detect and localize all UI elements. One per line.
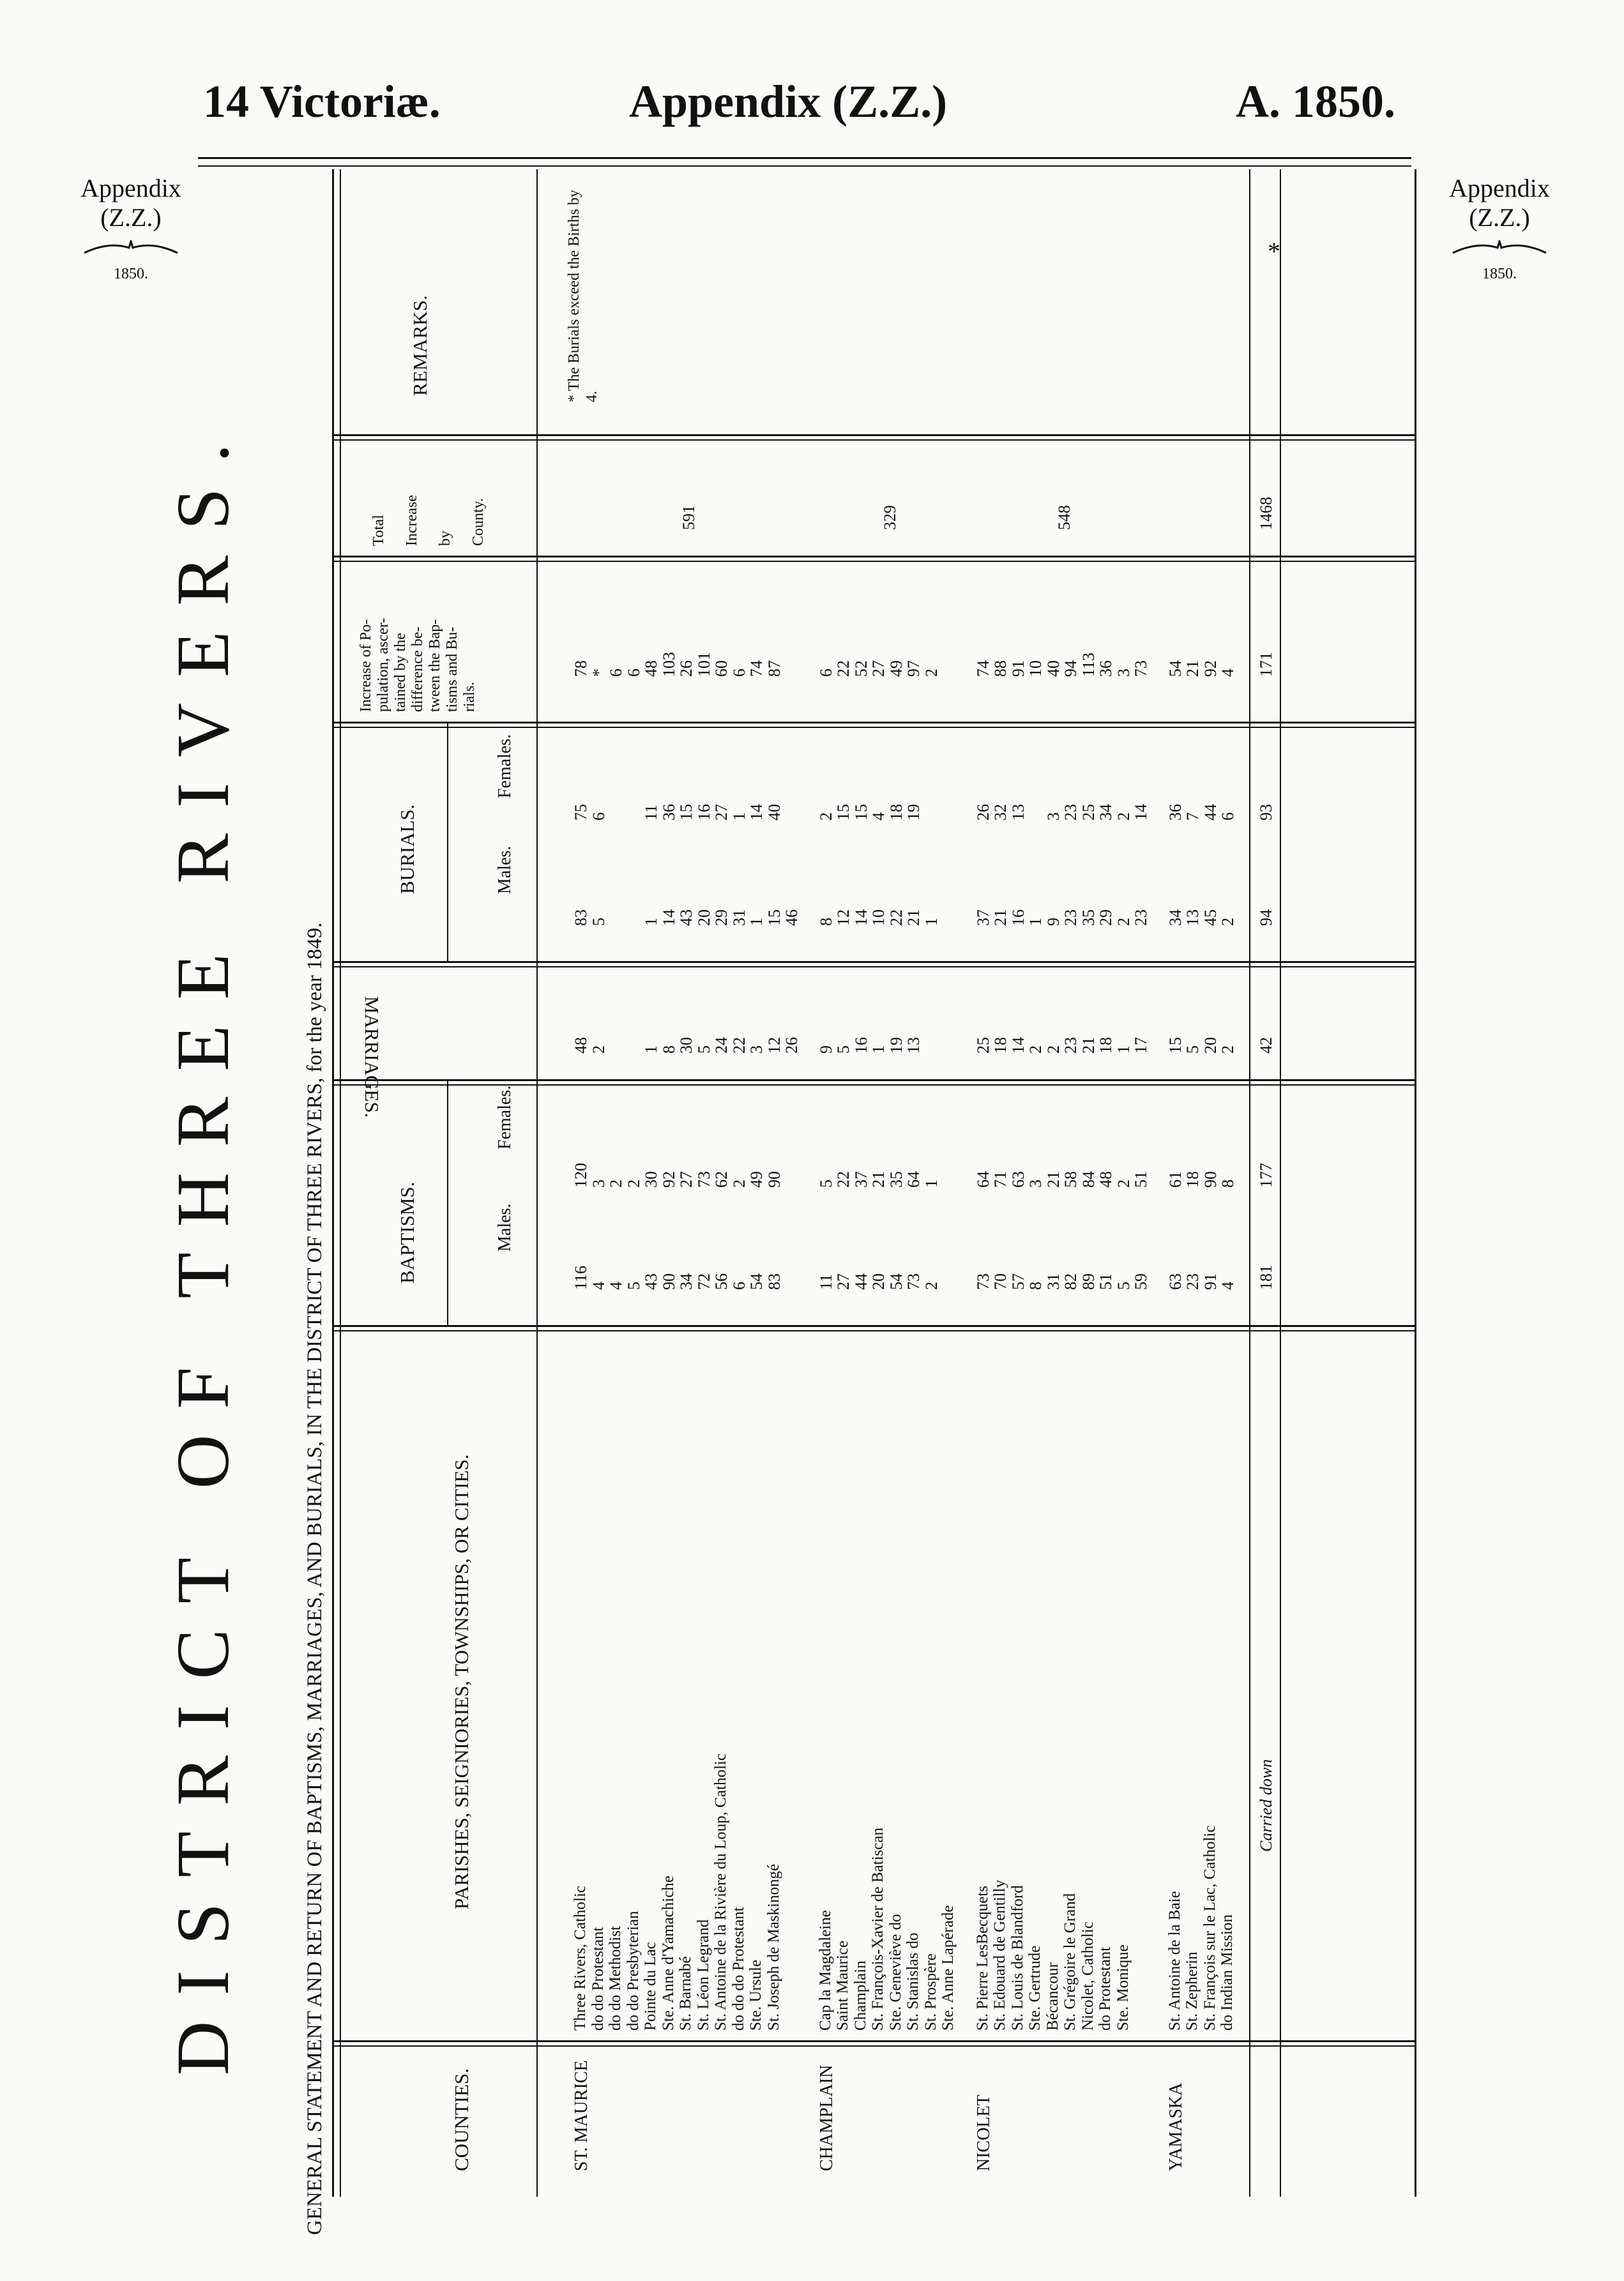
cell-inc: 40 [1043,660,1063,677]
cell-um: 1 [922,918,941,926]
header-total-line: Increase [404,495,420,546]
cell-mar: 30 [677,1037,695,1054]
header-band-rule [536,169,538,2197]
cell-mar: 9 [816,1045,835,1054]
cell-inc: 26 [677,660,695,677]
cell-uf: 14 [747,804,766,821]
cell-uf: 36 [659,804,678,821]
cell-um: 2 [1114,918,1133,926]
parish-name: St. Louis de Blandford [1008,1885,1026,2031]
bur-inc-sep [332,722,1415,724]
parish-name: St. Grégoire le Grand [1061,1893,1079,2031]
cell-uf: 2 [1114,812,1133,821]
cell-bf: 3 [1026,1179,1045,1188]
cell-mar: 2 [1218,1045,1237,1054]
header-total-line: County. [470,497,487,546]
header-increase-line: tween the Bap- [427,619,443,712]
parish-name: do do Protestant [589,1927,607,2031]
cell-uf: 2 [816,812,835,821]
cell-bf: 90 [1201,1171,1220,1188]
tot-rem-sep [332,434,1415,436]
cell-inc: 22 [834,660,853,677]
header-year: A. 1850. [1236,76,1395,127]
carried-total: 1468 [1256,497,1275,530]
parish-name: St. Edouard de Gentilly [991,1879,1008,2031]
remark-note: * The Burials exceed the Births by 4. [566,190,600,402]
county-name: YAMASKA [1165,2082,1186,2171]
cell-inc: 78 [572,660,590,677]
cell-mar: 5 [694,1045,713,1054]
header-total-line: by [437,531,453,546]
cell-inc: 27 [869,660,888,677]
remark-asterisk: * [1268,237,1280,266]
cell-uf: 19 [904,804,923,821]
cell-bm: 116 [572,1265,590,1290]
cell-inc: 2 [922,669,941,677]
cell-uf: 14 [1132,804,1150,821]
carried-down-label: Carried down [1256,1759,1275,1852]
header-total-line: Total [370,515,387,546]
cell-inc: 92 [1201,660,1220,677]
cell-mar: 3 [747,1045,766,1054]
cell-mar: 14 [1008,1037,1028,1054]
cell-bf: 51 [1132,1171,1150,1188]
cell-bm: 91 [1201,1273,1220,1290]
inc-tot-sep [332,556,1415,557]
cell-um: 29 [712,909,731,926]
parish-name: Bécancour [1043,1962,1061,2031]
cell-uf: 3 [1043,812,1063,821]
cell-um: 46 [782,909,801,926]
cell-bm: 23 [1183,1273,1202,1290]
cell-bf: 63 [1008,1171,1028,1188]
header-remarks: REMARKS. [409,295,431,396]
cell-inc: 103 [659,652,678,677]
cell-bm: 73 [904,1273,923,1290]
parish-name: St. Zepherin [1183,1951,1201,2031]
side-note-right: Appendix (Z.Z.) 1850. [1449,174,1550,282]
cell-um: 5 [589,918,608,926]
cell-bf: 48 [1097,1171,1115,1188]
cell-um: 83 [572,909,590,926]
cell-bm: 31 [1043,1273,1063,1290]
bur-sub-rule [447,722,448,961]
cell-mar: 5 [1183,1045,1202,1054]
cell-bm: 59 [1132,1273,1150,1290]
cell-uf: 11 [642,804,660,821]
table-left-rule-2 [340,169,341,2197]
cell-bf: 2 [729,1179,748,1188]
cell-mar: 18 [1097,1037,1115,1054]
cell-bf: 49 [747,1171,766,1188]
bapt-mar-sep [332,1079,1415,1081]
cell-bf: 92 [659,1171,678,1188]
parish-name: do do Methodist [607,1926,624,2031]
cell-inc: 6 [624,669,643,677]
cell-inc: 101 [694,652,713,677]
cell-bf: 58 [1061,1171,1080,1188]
cell-mar: 22 [729,1037,748,1054]
cell-bm: 20 [869,1273,888,1290]
cell-mar: 24 [712,1037,731,1054]
cell-uf: 15 [677,804,695,821]
cell-bm: 4 [589,1282,608,1290]
cell-um: 15 [764,909,784,926]
cell-mar: 8 [659,1045,678,1054]
cell-mar: 15 [1165,1037,1185,1054]
side-note-left: Appendix (Z.Z.) 1850. [80,174,181,282]
cell-mar: 1 [642,1045,660,1054]
mar-bur-sep [332,961,1415,963]
cell-inc: 4 [1218,669,1237,677]
cell-um: 21 [991,909,1010,926]
cell-uf: 26 [973,804,992,821]
header-burials: BURIALS. [396,804,418,894]
parish-name: do Protestant [1097,1946,1114,2031]
parishes-bapt-sep [332,1325,1415,1327]
cell-bm: 89 [1079,1273,1098,1290]
county-name: CHAMPLAIN [816,2065,837,2171]
cell-inc: 74 [747,660,766,677]
cell-bm: 83 [764,1273,784,1290]
cell-uf: 6 [1218,812,1237,821]
cell-bf: 37 [851,1171,870,1188]
cell-inc: 6 [729,669,748,677]
carried-bf: 177 [1256,1163,1275,1188]
cell-um: 1 [642,918,660,926]
cell-bm: 54 [747,1273,766,1290]
header-increase-line: difference be- [409,626,426,712]
cell-bm: 90 [659,1273,678,1290]
carried-rule-2 [1280,169,1281,2197]
parish-name: St. Stanislas do [904,1932,922,2031]
cell-inc: 54 [1165,660,1185,677]
header-increase-line: rials. [461,681,478,712]
cell-mar: 12 [764,1037,784,1054]
inc-tot-sep-b [332,561,1415,562]
parish-name: St. Antoine de la Baie [1165,1891,1183,2031]
cell-inc: 6 [816,669,835,677]
header-marriages: MARRIAGES. [361,996,383,1118]
cell-bf: 22 [834,1171,853,1188]
cell-mar: 2 [1043,1045,1063,1054]
cell-mar: 5 [834,1045,853,1054]
cell-bm: 82 [1061,1273,1080,1290]
cell-uf: 44 [1201,804,1220,821]
cell-bm: 73 [973,1273,992,1290]
cell-um: 37 [973,909,992,926]
parish-name: do Indian Mission [1218,1914,1236,2031]
cell-mar: 18 [991,1037,1010,1054]
cell-bm: 56 [712,1273,731,1290]
header-bur-males: Males. [495,845,515,894]
cell-uf: 16 [694,804,713,821]
counties-parishes-sep [332,2040,1415,2042]
cell-mar: 16 [851,1037,870,1054]
cell-inc: 74 [973,660,992,677]
parish-name: Nicolet, Catholic [1079,1921,1097,2031]
cell-bm: 44 [851,1273,870,1290]
cell-bf: 84 [1079,1171,1098,1188]
cell-bf: 64 [973,1171,992,1188]
cell-inc: 6 [607,669,625,677]
cell-bm: 54 [886,1273,906,1290]
header-appendix: Appendix (Z.Z.) [629,76,948,127]
cell-uf: 36 [1165,804,1185,821]
header-bapt-males: Males. [495,1203,515,1252]
parish-name: Ste. Ursule [747,1959,764,2031]
cell-uf: 7 [1183,812,1202,821]
cell-uf: 6 [589,812,608,821]
cell-inc: 91 [1008,660,1028,677]
cell-um: 16 [1008,909,1028,926]
cell-um: 43 [677,909,695,926]
cell-um: 14 [659,909,678,926]
carried-inc: 171 [1256,652,1275,677]
parish-name: St. Prospère [922,1953,939,2031]
cell-bm: 72 [694,1273,713,1290]
cell-um: 22 [886,909,906,926]
cell-um: 8 [816,918,835,926]
parish-name: Ste. Anne Lapérade [939,1905,957,2031]
cell-inc: 60 [712,660,731,677]
parish-name: St. Joseph de Maskinongé [764,1863,782,2031]
cell-bf: 61 [1165,1171,1185,1188]
parish-name: Ste. Anne d'Yamachiche [659,1876,677,2031]
cell-mar: 2 [589,1045,608,1054]
cell-um: 23 [1061,909,1080,926]
parish-name: Ste. Geneviève do [886,1914,904,2031]
cell-bm: 34 [677,1273,695,1290]
carried-rule [1249,169,1250,2197]
cell-bm: 5 [624,1282,643,1290]
cell-mar: 26 [782,1037,801,1054]
cell-um: 13 [1183,909,1202,926]
parish-name: St. Barnabé [677,1956,694,2031]
header-bur-females: Females. [495,734,515,798]
cell-bf: 18 [1183,1171,1202,1188]
county-name: NICOLET [973,2095,994,2171]
cell-bm: 5 [1114,1282,1133,1290]
header-counties: COUNTIES. [450,2068,473,2171]
cell-bf: 27 [677,1171,695,1188]
cell-bf: 73 [694,1171,713,1188]
cell-bm: 11 [816,1273,835,1290]
cell-bf: 5 [816,1179,835,1188]
cell-bf: 62 [712,1171,731,1188]
parish-name: do do Presbyterian [624,1911,642,2031]
carried-bm: 181 [1256,1265,1275,1290]
cell-um: 12 [834,909,853,926]
cell-uf: 40 [764,804,784,821]
parish-name: St. François sur le Lac, Catholic [1201,1825,1218,2031]
cell-inc: * [589,669,608,677]
cell-bm: 4 [1218,1282,1237,1290]
cell-bf: 21 [1043,1171,1063,1188]
cell-mar: 13 [904,1037,923,1054]
cell-inc: 3 [1114,669,1133,677]
bur-inc-sep-b [332,727,1415,728]
parish-name: Ste. Monique [1114,1944,1132,2031]
cell-mar: 1 [869,1045,888,1054]
cell-bm: 4 [607,1282,625,1290]
header-increase-line: tisms and Bu- [444,626,460,712]
cell-um: 14 [851,909,870,926]
county-total-increase: 548 [1055,505,1074,530]
counties-parishes-sep-b [332,2045,1415,2047]
header-increase-line: pulation, ascer- [375,618,391,712]
cell-inc: 52 [851,660,870,677]
cell-bm: 2 [922,1282,941,1290]
cell-mar: 2 [1026,1045,1045,1054]
cell-inc: 48 [642,660,660,677]
cell-inc: 87 [764,660,784,677]
cell-uf: 15 [834,804,853,821]
carried-mar: 42 [1256,1037,1275,1054]
parish-name: Champlain [851,1960,869,2031]
cell-uf: 15 [851,804,870,821]
cell-inc: 10 [1026,660,1045,677]
parishes-bapt-sep-b [332,1330,1415,1331]
cell-inc: 94 [1061,660,1080,677]
cell-bf: 2 [1114,1179,1133,1188]
cell-bf: 120 [572,1163,590,1188]
cell-bm: 51 [1097,1273,1115,1290]
cell-um: 31 [729,909,748,926]
cell-mar: 21 [1079,1037,1098,1054]
cell-uf: 27 [712,804,731,821]
bapt-sub-rule [447,1079,448,1325]
cell-bm: 8 [1026,1282,1045,1290]
cell-bm: 27 [834,1273,853,1290]
parish-name: Saint Maurice [834,1941,851,2031]
cell-um: 1 [747,918,766,926]
cell-mar: 20 [1201,1037,1220,1054]
cell-mar: 1 [1114,1045,1133,1054]
parish-name: Cap la Magdaleine [816,1910,834,2031]
cell-bf: 2 [624,1179,643,1188]
cell-uf: 13 [1008,804,1028,821]
cell-bm: 70 [991,1273,1010,1290]
cell-mar: 48 [572,1037,590,1054]
cell-uf: 4 [869,812,888,821]
cell-bf: 8 [1218,1179,1237,1188]
parish-name: Pointe du Lac [642,1942,659,2031]
district-title: DISTRICT OF THREE RIVERS. [161,418,245,2075]
cell-bf: 90 [764,1171,784,1188]
cell-bf: 2 [607,1179,625,1188]
cell-um: 9 [1043,918,1063,926]
cell-um: 34 [1165,909,1185,926]
cell-bm: 6 [729,1282,748,1290]
statement-subtitle: GENERAL STATEMENT AND RETURN OF BAPTISMS, MARRIAGES, AND BURIALS, IN THE DISTRICT OF THREE RIVERS, for the year 1849. [303,922,326,2235]
cell-uf: 1 [729,812,748,821]
cell-uf: 32 [991,804,1010,821]
header-increase-line: Increase of Po- [358,619,374,712]
tot-rem-sep-b [332,439,1415,441]
cell-inc: 73 [1132,660,1150,677]
cell-bf: 35 [886,1171,906,1188]
cell-inc: 21 [1183,660,1202,677]
mar-bur-sep-b [332,966,1415,967]
parish-name: do do do Protestant [729,1907,747,2031]
cell-um: 23 [1132,909,1150,926]
cell-bf: 21 [869,1171,888,1188]
cell-inc: 113 [1079,652,1098,677]
county-total-increase: 591 [679,505,698,530]
cell-bf: 30 [642,1171,660,1188]
cell-bm: 43 [642,1273,660,1290]
cell-um: 21 [904,909,923,926]
cell-mar: 19 [886,1037,906,1054]
header-volume: 14 Victoriæ. [203,76,441,127]
parish-name: St. François-Xavier de Batiscan [869,1828,886,2031]
cell-inc: 97 [904,660,923,677]
cell-uf: 18 [886,804,906,821]
cell-um: 35 [1079,909,1098,926]
cell-uf: 34 [1097,804,1115,821]
header-baptisms: BAPTISMS. [396,1181,418,1284]
table-right-rule [1415,169,1416,2197]
county-total-increase: 329 [880,505,899,530]
county-name: ST. MAURICE [572,2060,591,2171]
cell-uf: 25 [1079,804,1098,821]
cell-inc: 88 [991,660,1010,677]
cell-um: 29 [1097,909,1115,926]
cell-um: 1 [1026,918,1045,926]
cell-uf: 75 [572,804,590,821]
cell-bm: 63 [1165,1273,1185,1290]
cell-inc: 36 [1097,660,1115,677]
cell-bm: 57 [1008,1273,1028,1290]
cell-mar: 17 [1132,1037,1150,1054]
parish-name: Three Rivers, Catholic [572,1885,589,2031]
cell-um: 10 [869,909,888,926]
parish-name: St. Léon Legrand [694,1919,712,2031]
parish-name: St. Antoine de la Rivière du Loup, Catholic [712,1754,729,2031]
parish-name: Ste. Gertrude [1026,1945,1043,2031]
cell-um: 20 [694,909,713,926]
header-increase-line: tained by the [392,633,409,712]
cell-mar: 23 [1061,1037,1080,1054]
parish-name: St. Pierre LesBecquets [973,1885,991,2031]
cell-bf: 64 [904,1171,923,1188]
cell-bf: 3 [589,1179,608,1188]
cell-um: 2 [1218,918,1237,926]
table-left-rule [332,169,334,2197]
cell-mar: 25 [973,1037,992,1054]
cell-um: 45 [1201,909,1220,926]
cell-inc: 49 [886,660,906,677]
header-bapt-females: Females. [495,1085,515,1149]
cell-uf: 23 [1061,804,1080,821]
header-parishes: PARISHES, SEIGNIORIES, TOWNSHIPS, OR CITIES. [450,1454,473,1909]
carried-uf: 93 [1256,804,1275,821]
carried-um: 94 [1256,909,1275,926]
cell-bf: 1 [922,1179,941,1188]
cell-bf: 71 [991,1171,1010,1188]
